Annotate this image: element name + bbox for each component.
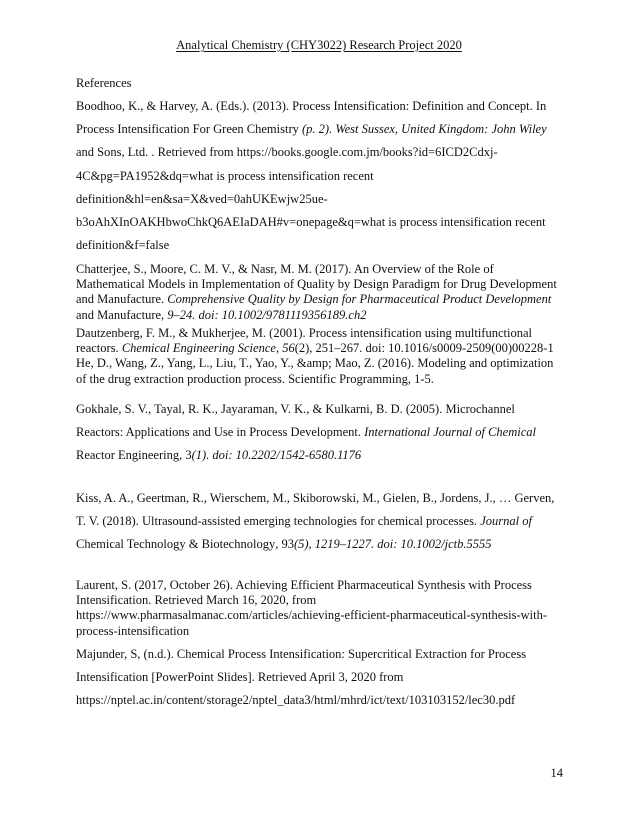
reference-italic-text: , 9–24. doi: 10.1002/9781119356189.ch2 [161,307,367,322]
references-heading: References [76,76,132,90]
reference-italic-text: , [275,537,282,552]
reference-italic-text: (5), 1219–1227. doi: 10.1002/jctb.5555 [293,537,492,552]
reference-line [76,593,566,608]
reference-italic-text: International Journal of Chemical [364,425,536,440]
reference-text: process-intensification [76,623,190,638]
reference-kiss [76,487,566,557]
reference-line [76,165,566,188]
reference-line [76,510,566,533]
reference-line [76,578,566,593]
reference-line [76,643,566,666]
reference-italic-text: 56 [282,341,295,356]
reference-text: b3oAhXInOAKHbwoChkQ6AEIaDAH#v=onepage&q=what is process intensification recent [76,215,546,230]
reference-text: 4C&pg=PA1952&dq=what is process intensification recent [76,168,374,183]
reference-line [76,326,566,341]
reference-line [76,308,566,323]
reference-italic-text: (1). doi: 10.2202/1542-6580.1176 [191,448,362,463]
reference-text: Process Intensification For Green Chemistry [76,122,299,137]
reference-text: T. V. (2018). Ultrasound-assisted emerging technologies for chemical processes. [76,514,481,529]
reference-text: Mathematical Models in Implementation of Quality by Design Paradigm for Drug Development [76,277,557,292]
reference-text: https://nptel.ac.in/content/storage2/nptel_data3/html/mhrd/ict/text/103103152/lec30.pdf [76,693,516,708]
reference-line [76,262,566,277]
reference-line [76,666,566,689]
reference-line [76,398,566,421]
reference-text: reactors. [76,341,122,356]
page-number: 14 [550,766,563,780]
reference-line [76,624,566,639]
page-header: Analytical Chemistry (CHY3022) Research Project 2020 [176,38,462,52]
reference-line [76,141,566,164]
reference-text: (2), 251–267. doi: 10.1016/s0009-2509(00)00228-1 [294,341,554,356]
reference-text: Dautzenberg, F. M., & Mukherjee, M. (2001). Process intensification using multifunctional [76,326,532,340]
reference-text: 3 [185,448,192,463]
reference-text: Kiss, A. A., Geertman, R., Wierschem, M., Skiborowski, M., Gielen, B., Jordens, J., … Gerven, [76,491,555,505]
reference-text: Intensification. Retrieved March 16, 2020, from [76,593,317,608]
reference-italic-text: Chemical Engineering Science [121,341,276,356]
reference-text: Chatterjee, S., Moore, C. M. V., & Nasr, M. M. (2017). An Overview of the Role of [76,262,494,276]
reference-text: definition&f=false [76,238,170,253]
reference-line [76,341,566,356]
reference-text: He, D., Wang, Z., Yang, L., Liu, T., Yao, Y., &amp; Mao, Z. (2016). Modeling and optimization [76,356,554,371]
reference-text: Reactor Engineering [76,448,180,463]
reference-line [76,292,566,307]
reference-text: Laurent, S. (2017, October 26). Achieving Efficient Pharmaceutical Synthesis with Process [76,578,532,592]
reference-text: Chemical Technology & Biotechnology [76,537,276,552]
reference-text: and Manufacture. [76,292,168,307]
reference-line [76,95,566,118]
reference-text: https://www.pharmasalmanac.com/articles/achieving-efficient-pharmaceutical-synthesis-with- [76,608,548,623]
reference-line [76,608,566,623]
reference-line [76,118,566,141]
reference-line [76,372,566,387]
reference-text: and Manufacture [76,307,162,322]
reference-line [76,421,566,444]
reference-text: Majunder, S, (n.d.). Chemical Process Intensification: Supercritical Extraction for Process [76,647,527,661]
reference-text: 93 [281,537,294,552]
reference-line [76,487,566,510]
reference-line [76,444,566,467]
reference-dautzenberg-he [76,326,566,387]
reference-text: Reactors: Applications and Use in Process Development. [76,425,365,440]
reference-italic-text: Journal of [480,514,532,529]
reference-gokhale [76,398,566,468]
reference-text: Boodhoo, K., & Harvey, A. (Eds.). (2013). Process Intensification: Definition and Concept. In [76,99,547,113]
reference-laurent [76,578,566,639]
reference-line [76,188,566,211]
reference-majunder [76,643,566,713]
reference-text: and Sons, Ltd. . Retrieved from https://books.google.com.jm/books?id=6ICD2Cdxj- [76,145,498,160]
reference-text: definition&hl=en&sa=X&ved=0ahUKEwjw25ue- [76,191,328,206]
reference-line [76,234,566,257]
reference-line [76,277,566,292]
reference-text: Gokhale, S. V., Tayal, R. K., Jayaraman, V. K., & Kulkarni, B. D. (2005). Microchannel [76,402,515,416]
reference-text: of the drug extraction production process. Scientific Programming, 1-5. [76,371,434,386]
reference-italic-text: Comprehensive Quality by Design for Pharmaceutical Product Development [167,292,552,307]
reference-line [76,356,566,371]
reference-line [76,689,566,712]
reference-text: Intensification [PowerPoint Slides]. Retrieved April 3, 2020 from [76,670,404,685]
reference-italic-text: , [179,448,186,463]
reference-chatterjee [76,262,566,323]
reference-text: , [275,341,283,356]
reference-line [76,533,566,556]
reference-line [76,211,566,234]
reference-italic-text: (p. 2). West Sussex, United Kingdom: John Wiley [298,122,547,137]
reference-boodhoo [76,95,566,257]
